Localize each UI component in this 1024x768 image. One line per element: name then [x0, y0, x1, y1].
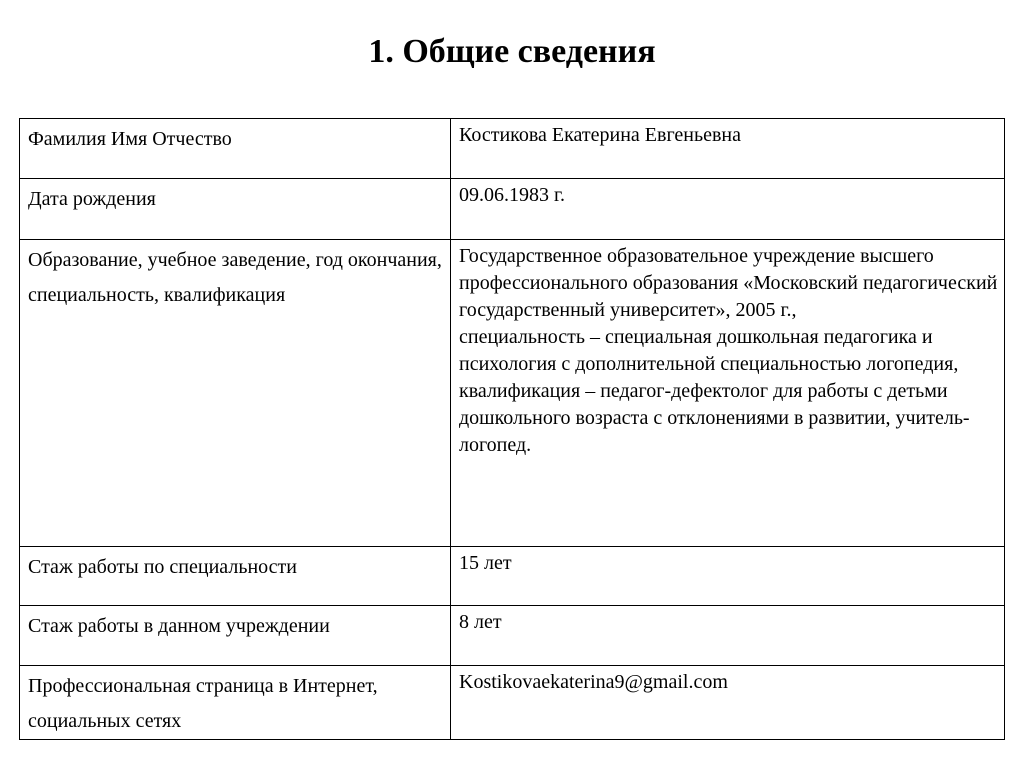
value-cell: [451, 240, 1005, 547]
table-row-institution-experience: [20, 606, 1005, 666]
table-row-full-name: [20, 119, 1005, 179]
row-value: [459, 240, 998, 459]
label-cell: [20, 606, 451, 666]
label-cell: [20, 666, 451, 740]
value-cell: [451, 119, 1005, 179]
info-table: [19, 118, 1005, 740]
row-value: 8 лет: [459, 611, 502, 633]
table-row-birth-date: [20, 179, 1005, 240]
value-cell: [451, 179, 1005, 240]
row-value: 09.06.1983 г.: [459, 184, 565, 206]
row-label: Стаж работы в данном учреждении: [28, 615, 330, 637]
table-row-specialty-experience: [20, 547, 1005, 606]
page-title: 1. Общие сведения: [368, 33, 656, 70]
row-value: 15 лет: [459, 552, 512, 574]
row-label: Профессиональная страница в Интернет, социальных сетях: [28, 675, 378, 732]
label-cell: [20, 547, 451, 606]
value-cell: [451, 547, 1005, 606]
row-label: Фамилия Имя Отчество: [28, 128, 232, 150]
table-row-web-page: [20, 666, 1005, 740]
label-cell: [20, 179, 451, 240]
row-label: Дата рождения: [28, 188, 156, 210]
label-cell: [20, 240, 451, 547]
value-cell: [451, 606, 1005, 666]
row-label: Стаж работы по специальности: [28, 556, 297, 578]
label-cell: [20, 119, 451, 179]
table-row-education: [20, 240, 1005, 547]
row-label: Образование, учебное заведение, год окончания, специальность, квалификация: [28, 249, 442, 306]
email-link[interactable]: Kostikovaekaterina9@gmail.com: [459, 671, 728, 693]
education-specialty: специальность – специальная дошкольная педагогика и психология с дополнительной специальностью логопедия, квалификация – педагог-дефектолог для работы с детьми дошкольного возраста с отклонениями в развитии, учитель-логопед.: [459, 326, 970, 456]
row-value: Костикова Екатерина Евгеньевна: [459, 124, 742, 146]
education-institution: Государственное образовательное учреждение высшего профессионального образования «Московский педагогический государственный университет», 2005 г.,: [459, 245, 998, 321]
value-cell: [451, 666, 1005, 740]
